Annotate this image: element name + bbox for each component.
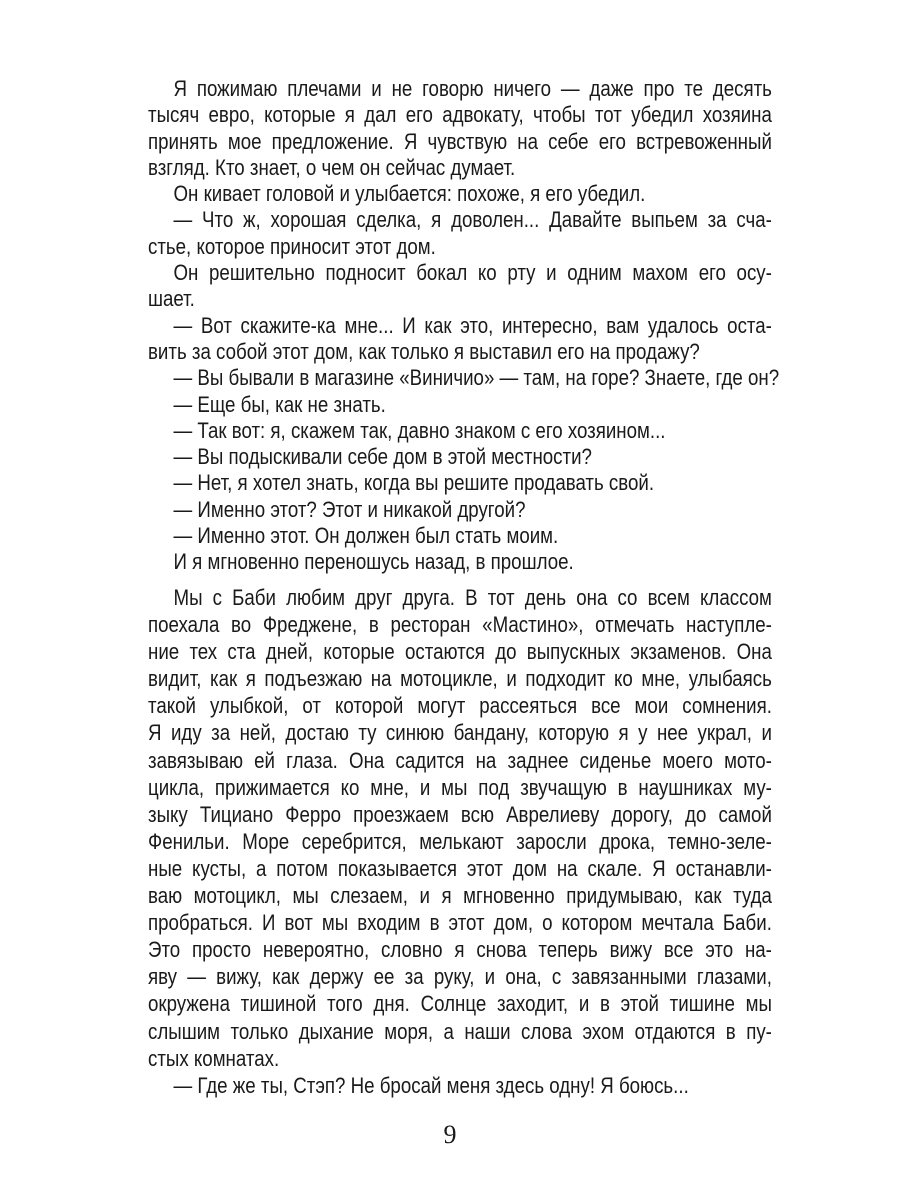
text-line: Я пожимаю плечами и не говорю ничего — даже про те десять <box>173 76 772 101</box>
text-line: ваю мотоцикл, мы слезаем, и я мгновенно придумываю, как туда <box>148 883 772 909</box>
text-line: вить за собой этот дом, как только я выставил его на продажу? <box>148 338 700 364</box>
text-line: принять мое предложение. Я чувствую на себе его встревоженный <box>148 128 772 154</box>
text-line: — Вы бывали в магазине «Виничио» — там, на горе? Знаете, где он? <box>173 365 780 391</box>
text-line: — Что ж, хорошая сделка, я доволен... Давайте выпьем за сча- <box>173 207 772 233</box>
text-line: — Вы подыскивали себе дом в этой местности? <box>173 444 592 470</box>
text-line: ние тех ста дней, которые остаются до выпускных экзаменов. Она <box>148 639 772 665</box>
text-line: — Нет, я хотел знать, когда вы решите продавать свой. <box>173 470 655 496</box>
text-line: Мы с Баби любим друг друга. В тот день она со всем классом <box>173 585 772 610</box>
text-line: такой улыбкой, от которой могут рассеяться все мои сомнения. <box>148 693 772 719</box>
text-line: яву — вижу, как держу ее за руку, и она, с завязанными глазами, <box>148 964 772 990</box>
text-line: тысяч евро, которые я дал его адвокату, чтобы тот убедил хозяина <box>148 102 772 128</box>
text-line: — Именно этот? Этот и никакой другой? <box>173 496 526 522</box>
text-line: Я иду за ней, достаю ту синюю бандану, которую я у нее украл, и <box>148 720 772 746</box>
text-line: — Так вот: я, скажем так, давно знаком с его хозяином... <box>173 417 666 443</box>
text-line: Фенильи. Море серебрится, мелькают заросли дрока, темно-зеле- <box>148 828 772 854</box>
text-line: окружена тишиной того дня. Солнце заходит, и в этой тишине мы <box>148 991 772 1017</box>
text-line: взгляд. Кто знает, о чем он сейчас думает. <box>148 154 516 180</box>
text-block-dialogue <box>148 76 780 576</box>
text-line: — Еще бы, как не знать. <box>173 391 386 417</box>
text-line: Он кивает головой и улыбается: похоже, я его убедил. <box>173 181 646 207</box>
text-line: Это просто невероятно, словно я снова теперь вижу все это на- <box>148 937 772 963</box>
text-line: поехала во Фреджене, в ресторан «Мастино», отмечать наступле- <box>148 612 772 638</box>
text-line: ные кусты, а потом показывается этот дом на скале. Я останавли- <box>148 855 772 881</box>
text-line: видит, как я подъезжаю на мотоцикле, и подходит ко мне, улыбаясь <box>148 666 772 692</box>
text-block-flashback <box>148 584 772 1099</box>
text-line: цикла, прижимается ко мне, и мы под звучащую в наушниках му- <box>148 774 772 800</box>
text-line: — Где же ты, Стэп? Не бросай меня здесь одну! Я боюсь... <box>173 1072 689 1098</box>
text-line: стье, которое приносит этот дом. <box>148 233 436 259</box>
text-line: Он решительно подносит бокал ко рту и одним махом его осу- <box>173 260 772 286</box>
text-line: завязываю ей глаза. Она садится на заднее сиденье моего мото- <box>148 747 772 773</box>
text-line: — Именно этот. Он должен был стать моим. <box>173 523 559 549</box>
text-line: зыку Тициано Ферро проезжаем всю Аврелиеву дорогу, до самой <box>148 801 772 827</box>
page-number: 9 <box>443 1120 457 1149</box>
text-line: слышим только дыхание моря, а наши слова эхом отдаются в пу- <box>148 1018 772 1044</box>
text-line: стых комнатах. <box>148 1045 280 1071</box>
text-line: И я мгновенно переношусь назад, в прошлое. <box>173 549 574 575</box>
text-line: пробраться. И вот мы входим в этот дом, о котором мечтала Баби. <box>148 910 772 936</box>
text-line: — Вот скажите-ка мне... И как это, интересно, вам удалось оста- <box>173 312 772 338</box>
text-line: шает. <box>148 286 195 312</box>
